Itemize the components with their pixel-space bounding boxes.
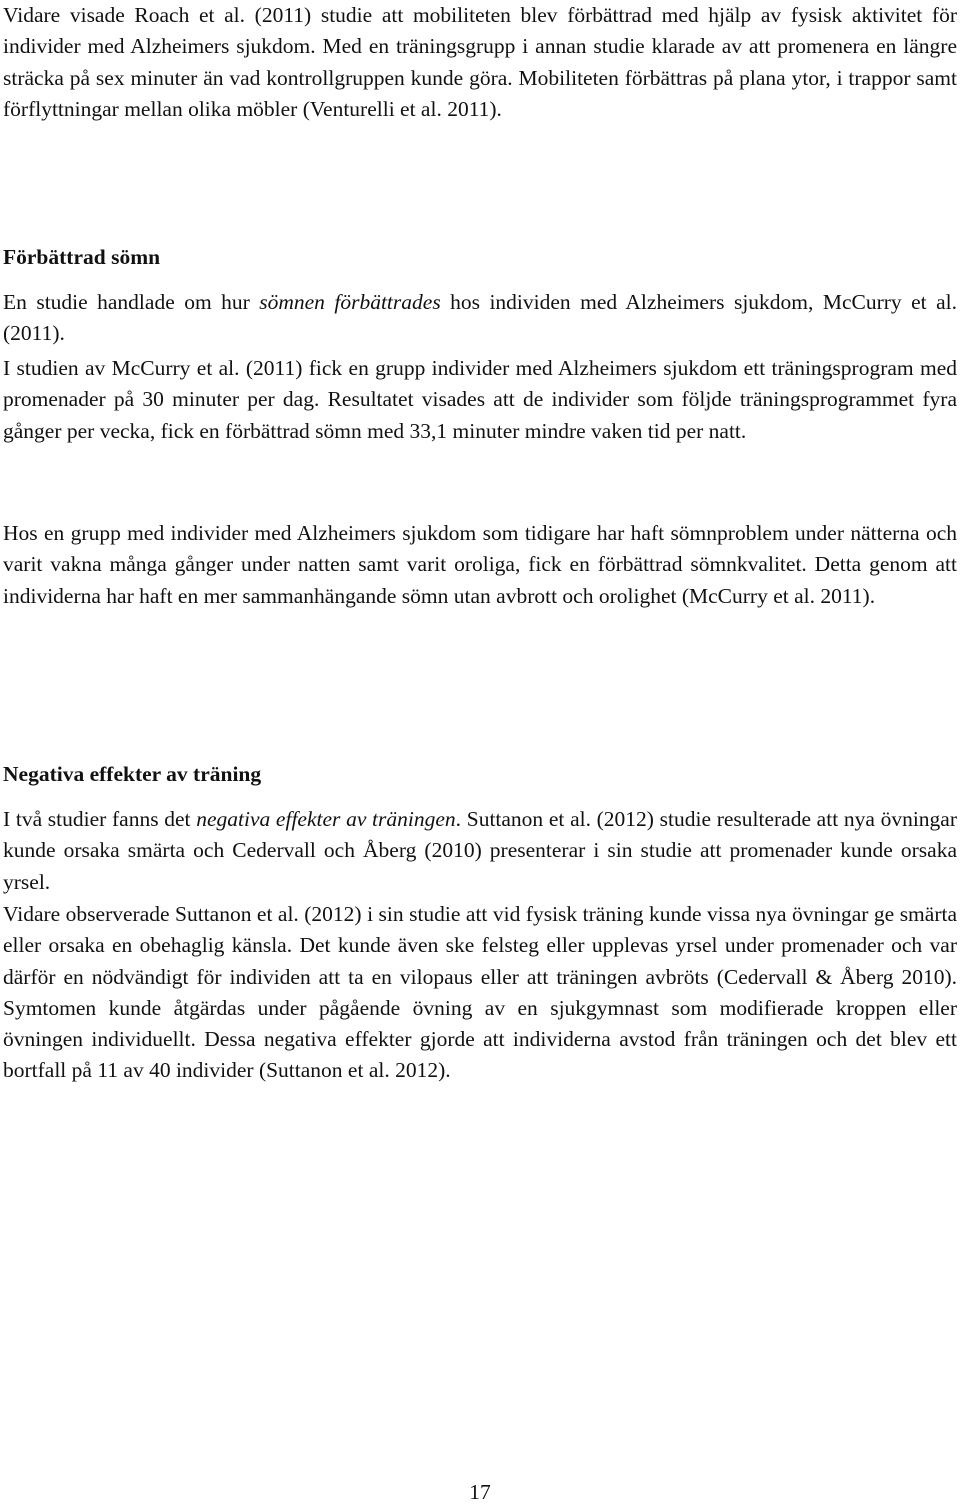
heading-negative-effects: Negativa effekter av träning [3,762,262,786]
heading-improved-sleep: Förbättrad sömn [3,245,161,269]
sleep-intro-paragraph [3,287,957,350]
sleep-problems-paragraph: Hos en grupp med individer med Alzheimers sjukdom som tidigare har haft sömnproblem under nätterna och varit vakna många gånger under natten samt varit oroliga, fick en förbättrad sömnkvalitet. Detta genom att individerna har haft en mer sammanhängande sömn utan avbrott och orolighet (McCurry et al. 2011). [3,521,957,608]
negative-intro-emphasis: negativa effekter av träningen [196,807,456,831]
sleep-intro-text-end: hos individen med Alzheimers sjukdom, McCurry et al. (2011). [3,290,957,346]
sleep-intro-text-start: En studie handlade om hur [3,290,260,314]
page-number: 17 [469,1480,491,1504]
sleep-study-paragraph: I studien av McCurry et al. (2011) fick en grupp individer med Alzheimers sjukdom ett träningsprogram med promenader på 30 minuter per dag. Resultatet visades att de individer som följde träningsprogrammet fyra gånger per vecka, fick en förbättrad sömn med 33,1 minuter mindre vaken tid per natt. [3,356,957,443]
intro-paragraph: Vidare visade Roach et al. (2011) studie att mobiliteten blev förbättrad med hjälp av fysisk aktivitet för individer med Alzheimers sjukdom. Med en träningsgrupp i annan studie klarade av att promenera en längre sträcka på sex minuter än vad kontrollgruppen kunde göra. Mobiliteten förbättras på plana ytor, i trappor samt förflyttningar mellan olika möbler (Venturelli et al. 2011). [3,3,957,121]
negative-intro-paragraph [3,804,957,898]
sleep-intro-emphasis: sömnen förbättrades [259,290,441,314]
negative-intro-text-start: I två studier fanns det [3,807,197,831]
negative-intro-text-end: . Suttanon et al. (2012) studie resulterade att nya övningar kunde orsaka smärta och Cedervall och Åberg (2010) presenterar i sin studie att promenader kunde orsaka yrsel. [3,807,958,894]
negative-detail-paragraph: Vidare observerade Suttanon et al. (2012) i sin studie att vid fysisk träning kunde vissa nya övningar ge smärta eller orsaka en obehaglig känsla. Det kunde även ske felsteg eller upplevas yrsel under promenader och var därför en nödvändigt för individen att ta en vilopaus eller att träningen avbröts (Cedervall & Åberg 2010). Symtomen kunde åtgärdas under pågående övning av en sjukgymnast som modifierade kroppen eller övningen individuellt. Dessa negativa effekter gjorde att individerna avstod från träningen och det blev ett bortfall på 11 av 40 individer (Suttanon et al. 2012). [3,902,957,1083]
